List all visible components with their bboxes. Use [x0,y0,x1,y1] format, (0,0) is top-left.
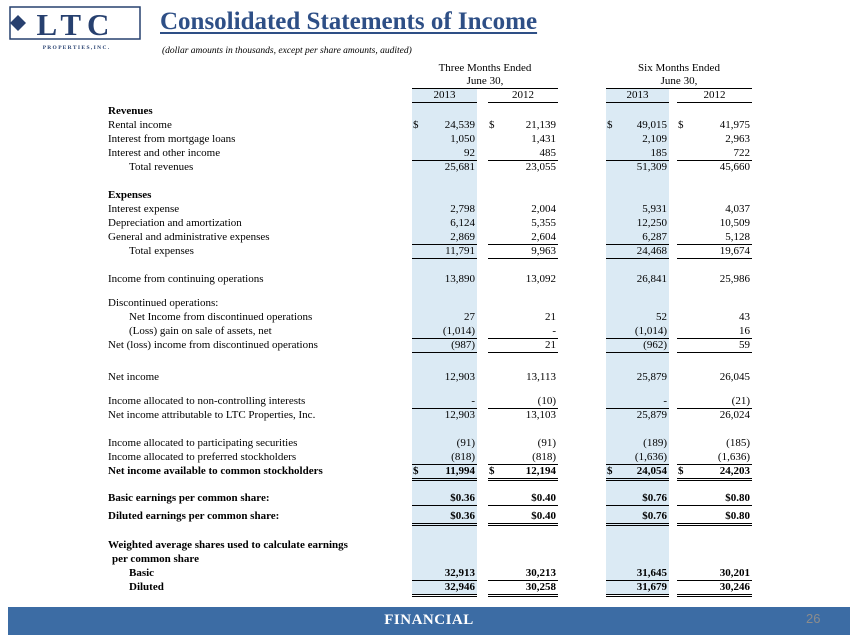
value-text: (818) [451,451,475,463]
row-value [412,310,477,324]
row-value [412,450,477,465]
table-row [0,244,860,258]
value-text: 49,015 [636,119,667,131]
table-row [0,272,860,286]
row-label: Revenues [108,105,153,117]
row-value [488,491,558,506]
value-text: 32,946 [444,581,475,593]
value-text: 1,431 [531,133,556,145]
footer-bar [8,607,850,635]
row-value [488,230,558,245]
row-value [677,450,752,465]
value-text: 12,903 [444,371,475,383]
value-text: 13,113 [526,371,556,383]
value-text: (185) [726,437,750,449]
table-row [0,216,860,230]
row-value [412,146,477,161]
row-value [488,580,558,597]
value-text: $0.40 [531,510,556,522]
value-text: 2,798 [450,203,475,215]
value-text: (987) [451,339,475,351]
table-row [0,566,860,580]
value-text: (1,636) [717,451,750,463]
row-value [677,310,752,324]
row-label: Interest from mortgage loans [108,133,236,145]
year-header-underline-c [606,102,669,103]
row-value [606,338,669,353]
value-text: $0.80 [725,492,750,504]
year-header-underline-d [677,102,752,103]
value-text: 9,963 [531,245,556,257]
value-text: 25,879 [636,409,667,421]
value-text: 13,103 [525,409,556,421]
row-value [606,464,669,481]
row-label: Interest and other income [108,147,221,159]
value-text: (21) [731,395,750,407]
row-value [412,408,477,422]
value-text: 2,109 [642,133,667,145]
row-value [606,394,669,409]
table-row [0,310,860,324]
value-text: 2,963 [725,133,750,145]
value-text: 5,931 [642,203,667,215]
value-text: $0.76 [642,492,667,504]
row-value [677,338,752,353]
row-value [488,132,558,146]
currency-symbol: $ [413,119,419,131]
row-value [677,132,752,146]
value-text: (91) [537,437,556,449]
value-text: 185 [650,147,667,159]
row-value [488,202,558,216]
value-text: (1,636) [634,451,667,463]
table-row [0,394,860,408]
row-value [677,146,752,161]
value-text: 23,055 [525,161,556,173]
row-value [412,370,477,384]
currency-symbol: $ [678,465,684,477]
value-text: (189) [643,437,667,449]
value-text: 30,201 [719,567,750,579]
row-value [412,216,477,230]
row-label: Weighted average shares used to calculate earnings [108,539,348,551]
row-label: Income allocated to non-controlling interests [108,395,306,407]
row-label: Expenses [108,189,152,201]
table-row [0,491,860,505]
row-value [412,338,477,353]
row-value [488,118,558,132]
value-text: - [552,325,556,337]
value-text: (1,014) [442,325,475,337]
row-label: Net income attributable to LTC Properties, Inc. [108,409,316,421]
row-value [606,216,669,230]
value-text: 25,986 [719,273,750,285]
table-row [0,146,860,160]
value-text: (818) [532,451,556,463]
row-value [606,370,669,384]
row-value [488,310,558,324]
row-value [677,464,752,481]
row-value [412,272,477,286]
row-value [412,244,477,259]
value-text: 2,869 [450,231,475,243]
value-text: 43 [739,311,750,323]
value-text: 92 [464,147,475,159]
value-text: 6,287 [642,231,667,243]
row-value [412,436,477,450]
row-value [488,450,558,465]
value-text: 16 [739,325,750,337]
value-text: (91) [456,437,475,449]
row-value [412,509,477,526]
currency-symbol: $ [607,465,613,477]
year-header-underline-b [488,102,558,103]
value-text: - [663,395,667,407]
value-text: 12,250 [636,217,667,229]
row-value [412,394,477,409]
value-text: 27 [464,311,475,323]
table-row [0,324,860,338]
row-value [488,566,558,581]
row-value [677,509,752,526]
year-header-three-2013: 2013 [433,89,456,101]
value-text: $0.40 [531,492,556,504]
row-value [606,272,669,286]
value-text: 13,890 [444,273,475,285]
row-value [488,338,558,353]
col-group-three-months: Three Months Ended [438,62,532,74]
table-row [0,436,860,450]
row-value [677,160,752,174]
value-text: 12,903 [444,409,475,421]
row-value [606,491,669,506]
table-row [0,104,860,118]
row-value [677,408,752,422]
row-value [677,216,752,230]
table-row [0,509,860,523]
row-label: Income allocated to preferred stockholders [108,451,297,463]
row-value [606,118,669,132]
row-label: Diluted earnings per common share: [108,510,280,522]
table-row [0,450,860,464]
table-row [0,132,860,146]
page-title: Consolidated Statements of Income [160,8,538,35]
row-label: Interest expense [108,203,180,215]
row-value [488,216,558,230]
row-label: Income allocated to participating securities [108,437,298,449]
ltc-logo [8,6,144,52]
row-value [606,146,669,161]
value-text: 13,092 [525,273,556,285]
row-label: Total revenues [129,161,194,173]
row-value [412,464,477,481]
value-text: 19,674 [719,245,750,257]
row-value [677,324,752,339]
table-row [0,118,860,132]
row-value [677,272,752,286]
row-value [412,580,477,597]
value-text: 30,246 [719,581,750,593]
row-value [606,450,669,465]
value-text: 1,050 [450,133,475,145]
row-value [412,118,477,132]
value-text: $0.36 [450,510,475,522]
table-row [0,370,860,384]
row-label: Net income available to common stockholders [108,465,323,477]
value-text: 21,139 [525,119,556,131]
value-text: 24,054 [636,465,667,477]
value-text: 45,660 [719,161,750,173]
value-text: 26,024 [719,409,750,421]
table-row [0,230,860,244]
currency-symbol: $ [413,465,419,477]
value-text: 41,975 [719,119,750,131]
row-value [412,324,477,339]
value-text: 32,913 [444,567,475,579]
row-value [606,566,669,581]
row-value [677,370,752,384]
row-value [606,408,669,422]
table-row [0,538,860,552]
row-value [677,394,752,409]
row-value [412,160,477,174]
row-value [606,310,669,324]
value-text: (1,014) [634,325,667,337]
value-text: 722 [733,147,750,159]
row-value [488,146,558,161]
row-value [606,436,669,450]
row-label: Rental income [108,119,172,131]
table-row [0,408,860,422]
value-text: 26,841 [636,273,667,285]
row-label: Net (loss) income from discontinued operations [108,339,318,351]
row-value [606,132,669,146]
row-label: General and administrative expenses [108,231,270,243]
value-text: 5,355 [531,217,556,229]
table-row [0,338,860,352]
row-value [488,509,558,526]
table-row [0,160,860,174]
value-text: 24,203 [719,465,750,477]
table-row [0,188,860,202]
value-text: 12,194 [525,465,556,477]
logo-subtext: P R O P E R T I E S , I N C . [42,45,110,51]
value-text: 52 [656,311,667,323]
value-text: 6,124 [450,217,475,229]
table-row [0,552,860,566]
value-text: 485 [539,147,556,159]
value-text: 30,258 [525,581,556,593]
row-value [606,244,669,259]
value-text: (10) [537,395,556,407]
row-value [488,244,558,259]
value-text: 26,045 [719,371,750,383]
year-header-three-2012: 2012 [512,89,534,101]
row-value [412,566,477,581]
table-row [0,296,860,310]
row-label: Basic earnings per common share: [108,492,270,504]
col-group-six-months-sub: June 30, [660,75,698,87]
value-text: 51,309 [636,161,667,173]
row-value [488,324,558,339]
row-value [488,394,558,409]
value-text: 11,791 [445,245,475,257]
table-row [0,580,860,594]
page-number: 26 [806,611,821,626]
currency-symbol: $ [489,119,495,131]
value-text: 31,679 [636,581,667,593]
row-label: Diluted [129,581,164,593]
value-text: 21 [545,311,556,323]
row-value [488,464,558,481]
row-value [488,436,558,450]
year-header-underline-a [412,102,477,103]
currency-symbol: $ [489,465,495,477]
value-text: 31,645 [636,567,667,579]
value-text: 25,681 [444,161,475,173]
value-text: 59 [739,339,750,351]
value-text: 11,994 [445,465,475,477]
row-value [677,436,752,450]
year-header-six-2013: 2013 [626,89,649,101]
value-text: 2,604 [531,231,556,243]
row-value [677,230,752,245]
row-label: (Loss) gain on sale of assets, net [129,325,272,337]
row-value [677,491,752,506]
logo-text: LTC [36,7,116,42]
row-value [488,160,558,174]
value-text: - [471,395,475,407]
table-row [0,464,860,478]
value-text: $0.80 [725,510,750,522]
col-group-three-months-sub: June 30, [466,75,504,87]
row-label: Depreciation and amortization [108,217,242,229]
row-value [677,244,752,259]
value-text: $0.76 [642,510,667,522]
row-value [677,580,752,597]
row-label: Income from continuing operations [108,273,264,285]
row-value [606,230,669,245]
row-value [606,580,669,597]
row-value [677,118,752,132]
row-value [677,566,752,581]
currency-symbol: $ [678,119,684,131]
row-label: Discontinued operations: [108,297,219,309]
value-text: 5,128 [725,231,750,243]
table-row [0,202,860,216]
row-value [677,202,752,216]
value-text: (962) [643,339,667,351]
value-text: 24,539 [444,119,475,131]
value-text: $0.36 [450,492,475,504]
row-value [488,272,558,286]
row-value [488,370,558,384]
value-text: 30,213 [525,567,556,579]
value-text: 21 [545,339,556,351]
row-label: Net income [108,371,160,383]
row-value [606,324,669,339]
row-value [412,132,477,146]
row-value [606,160,669,174]
row-label: Net Income from discontinued operations [129,311,313,323]
value-text: 24,468 [636,245,667,257]
col-group-six-months: Six Months Ended [638,62,720,74]
year-header-six-2012: 2012 [703,89,726,101]
row-label: Basic [129,567,155,579]
row-value [606,202,669,216]
row-label: Total expenses [129,245,194,257]
value-text: 10,509 [719,217,750,229]
page-subtitle: (dollar amounts in thousands, except per share amounts, audited) [162,46,412,56]
currency-symbol: $ [607,119,613,131]
value-text: 4,037 [725,203,750,215]
row-label: per common share [112,553,199,565]
footer-label: FINANCIAL [384,612,474,628]
row-value [606,509,669,526]
row-value [488,408,558,422]
value-text: 2,004 [531,203,556,215]
row-value [412,202,477,216]
row-value [412,491,477,506]
value-text: 25,879 [636,371,667,383]
row-value [412,230,477,245]
